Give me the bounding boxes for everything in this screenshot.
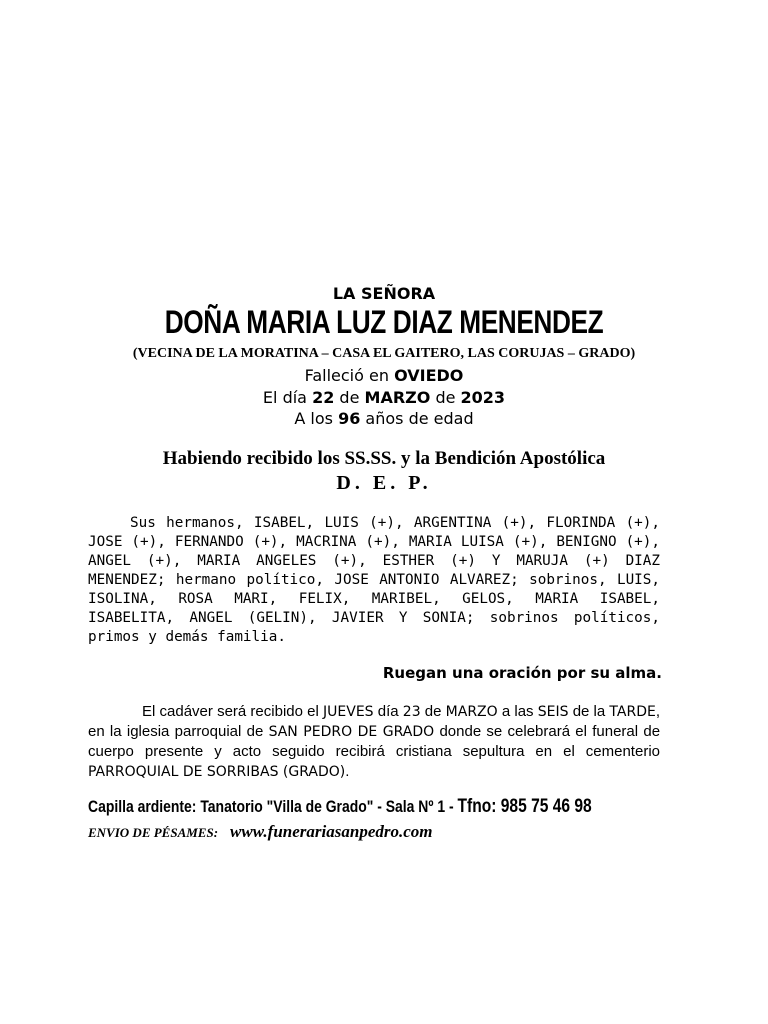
funeral-text-7: donde se celebrará el funeral de cuerpo presente y acto seguido recibirá cristiana sepultura en el cementerio (88, 723, 661, 760)
date-de-2: de (435, 388, 456, 407)
funeral-text-2: día (377, 703, 399, 720)
blessing-text: Habiendo recibido los SS.SS. y la Bendición Apostólica (162, 448, 606, 469)
age-line (0, 409, 768, 428)
pre-title: LA SEÑORA (332, 284, 436, 303)
funeral-weekday: JUEVES (323, 704, 374, 720)
age-prefix: A los (294, 409, 333, 428)
funeral-text-1: El cadáver será recibido el (142, 703, 319, 720)
death-date-line (0, 388, 768, 407)
funeral-hour: SEIS (537, 704, 569, 720)
death-year: 2023 (460, 388, 506, 407)
chapel-info (88, 796, 592, 818)
funeral-month: MARZO (445, 704, 498, 720)
funeral-day: 23 (402, 704, 421, 720)
condolences-line (88, 822, 433, 842)
funeral-text-6: , en la iglesia parroquial de (88, 703, 660, 740)
residence-note: (VECINA DE LA MORATINA – CASA EL GAITERO, LAS CORUJAS – GRADO) (132, 346, 636, 361)
death-day: 22 (312, 388, 335, 407)
cemetery-name: PARROQUIAL DE SORRIBAS (GRADO) (88, 764, 346, 780)
prayer-request: Ruegan una oración por su alma. (382, 664, 662, 682)
condolences-label: ENVIO DE PÉSAMES: (88, 825, 219, 840)
deceased-name: DOÑA MARIA LUZ DIAZ MENENDEZ (164, 304, 604, 340)
family-paragraph: Sus hermanos, ISABEL, LUIS (+), ARGENTINA (+), FLORINDA (+), JOSE (+), FERNANDO (+), MACRINA (+), MARIA LUISA (+), BENIGNO (+), ANGEL (+), MARIA ANGELES (+), ESTHER (+) Y MARUJA (+) DIAZ MENENDEZ; hermano político, JOSE ANTONIO ALVAREZ; sobrinos, LUIS, ISOLINA, ROSA MARI, FELIX, MARIBEL, GELOS, MARIA ISABEL, ISABELITA, ANGEL (GELIN), JAVIER Y SONIA; sobrinos políticos, primos y demás familia. (88, 515, 660, 645)
funeral-text-3: de (424, 703, 442, 720)
funeral-text-5: de la (572, 703, 606, 720)
age-value: 96 (338, 409, 361, 428)
death-place-label: Falleció en (304, 366, 389, 385)
funeral-church: SAN PEDRO DE GRADO (268, 724, 435, 740)
death-place: OVIEDO (394, 366, 464, 385)
funeral-paragraph (88, 702, 660, 782)
funeral-text-8: . (345, 763, 350, 780)
dep-text: D. E. P. (336, 472, 432, 494)
funeral-home-website[interactable]: www.funerariasanpedro.com (230, 822, 433, 841)
funeral-period: TARDE (609, 704, 656, 720)
date-label: El día (262, 388, 307, 407)
chapel-text: Capilla ardiente: Tanatorio "Villa de Grado" - Sala Nº 1 - (88, 797, 454, 816)
phone-number: Tfno: 985 75 46 98 (457, 796, 592, 817)
date-de-1: de (339, 388, 360, 407)
age-suffix: años de edad (365, 409, 474, 428)
death-place-line (0, 366, 768, 385)
death-month: MARZO (364, 388, 431, 407)
funeral-text-4: a las (501, 703, 534, 720)
